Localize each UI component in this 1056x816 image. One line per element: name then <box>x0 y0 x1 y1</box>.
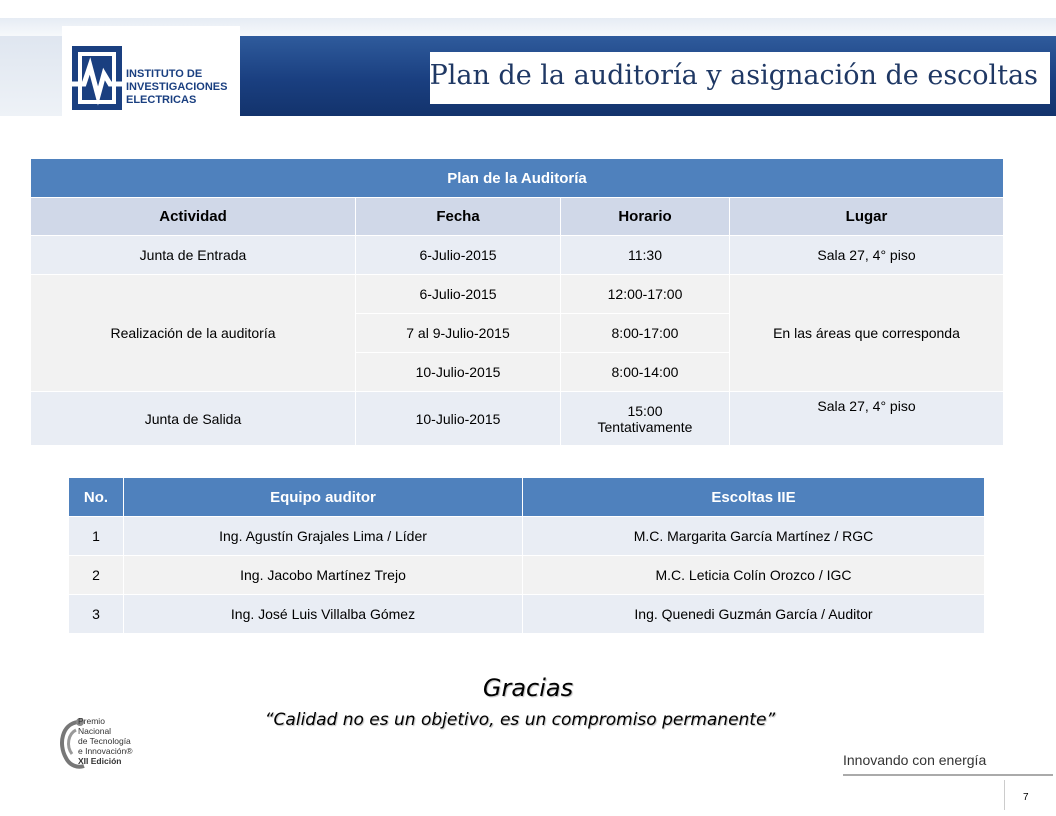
cell-line: 15:00 <box>627 402 663 419</box>
cell: 11:30 <box>561 236 730 275</box>
premio-line: Premio <box>78 716 105 726</box>
logo-line: INSTITUTO DE <box>126 68 203 80</box>
cell: 3 <box>69 595 124 634</box>
cell: Ing. Jacobo Martínez Trejo <box>124 556 523 595</box>
cell: M.C. Leticia Colín Orozco / IGC <box>523 556 985 595</box>
cell: 8:00-17:00 <box>561 314 730 353</box>
cell: 10-Julio-2015 <box>356 353 561 392</box>
table-row <box>31 275 1004 314</box>
cell <box>561 392 730 446</box>
cell: Ing. José Luis Villalba Gómez <box>124 595 523 634</box>
cell: Ing. Agustín Grajales Lima / Líder <box>124 517 523 556</box>
cell: 12:00-17:00 <box>561 275 730 314</box>
page-number: 7 <box>1023 792 1029 803</box>
premio-logo <box>56 714 186 774</box>
page-title: Plan de la auditoría y asignación de escoltas <box>429 60 1038 91</box>
quality-quote: “Calidad no es un objetivo, es un compromiso permanente” <box>264 710 776 730</box>
cell: 2 <box>69 556 124 595</box>
cell-line: Tentativamente <box>597 418 693 435</box>
column-header: Lugar <box>730 198 1004 236</box>
premio-line: Nacional <box>78 726 112 736</box>
audit-plan-table <box>30 158 1004 446</box>
table-row <box>69 595 985 634</box>
cell: Ing. Quenedi Guzmán García / Auditor <box>523 595 985 634</box>
title-box <box>430 52 1050 104</box>
cell: En las áreas que corresponda <box>730 275 1004 392</box>
premio-line: XII Edición <box>78 756 122 766</box>
cell: 10-Julio-2015 <box>356 392 561 446</box>
table-row <box>69 517 985 556</box>
cell: Realización de la auditoría <box>31 275 356 392</box>
table-row <box>31 392 1004 446</box>
iie-logo <box>62 26 240 134</box>
page-number-divider <box>1004 780 1005 810</box>
footer-divider <box>843 774 1053 776</box>
cell: Junta de Salida <box>31 392 356 446</box>
column-header: Fecha <box>356 198 561 236</box>
footer-tagline: Innovando con energía <box>843 752 987 768</box>
table-row <box>31 236 1004 275</box>
cell: 6-Julio-2015 <box>356 275 561 314</box>
cell: Junta de Entrada <box>31 236 356 275</box>
cell: Sala 27, 4° piso <box>730 392 1004 446</box>
cell: 8:00-14:00 <box>561 353 730 392</box>
logo-text <box>126 68 227 107</box>
logo-line: ELECTRICAS <box>126 94 197 106</box>
escort-table <box>68 477 985 634</box>
column-header: Horario <box>561 198 730 236</box>
logo-line: INVESTIGACIONES <box>126 81 228 93</box>
column-header: Actividad <box>31 198 356 236</box>
cell: Sala 27, 4° piso <box>730 236 1004 275</box>
cell: 7 al 9-Julio-2015 <box>356 314 561 353</box>
column-header: Equipo auditor <box>124 478 523 517</box>
premio-line: de Tecnología <box>78 736 131 746</box>
thanks-heading: Gracias <box>482 674 574 702</box>
cell: M.C. Margarita García Martínez / RGC <box>523 517 985 556</box>
iie-logo-icon <box>70 44 124 112</box>
premio-text <box>78 716 132 766</box>
column-header: Escoltas IIE <box>523 478 985 517</box>
table-caption: Plan de la Auditoría <box>31 159 1004 198</box>
table-row <box>69 556 985 595</box>
cell: 1 <box>69 517 124 556</box>
premio-line: e Innovación® <box>78 746 133 756</box>
header-band-left <box>0 36 62 116</box>
cell: 6-Julio-2015 <box>356 236 561 275</box>
column-header: No. <box>69 478 124 517</box>
